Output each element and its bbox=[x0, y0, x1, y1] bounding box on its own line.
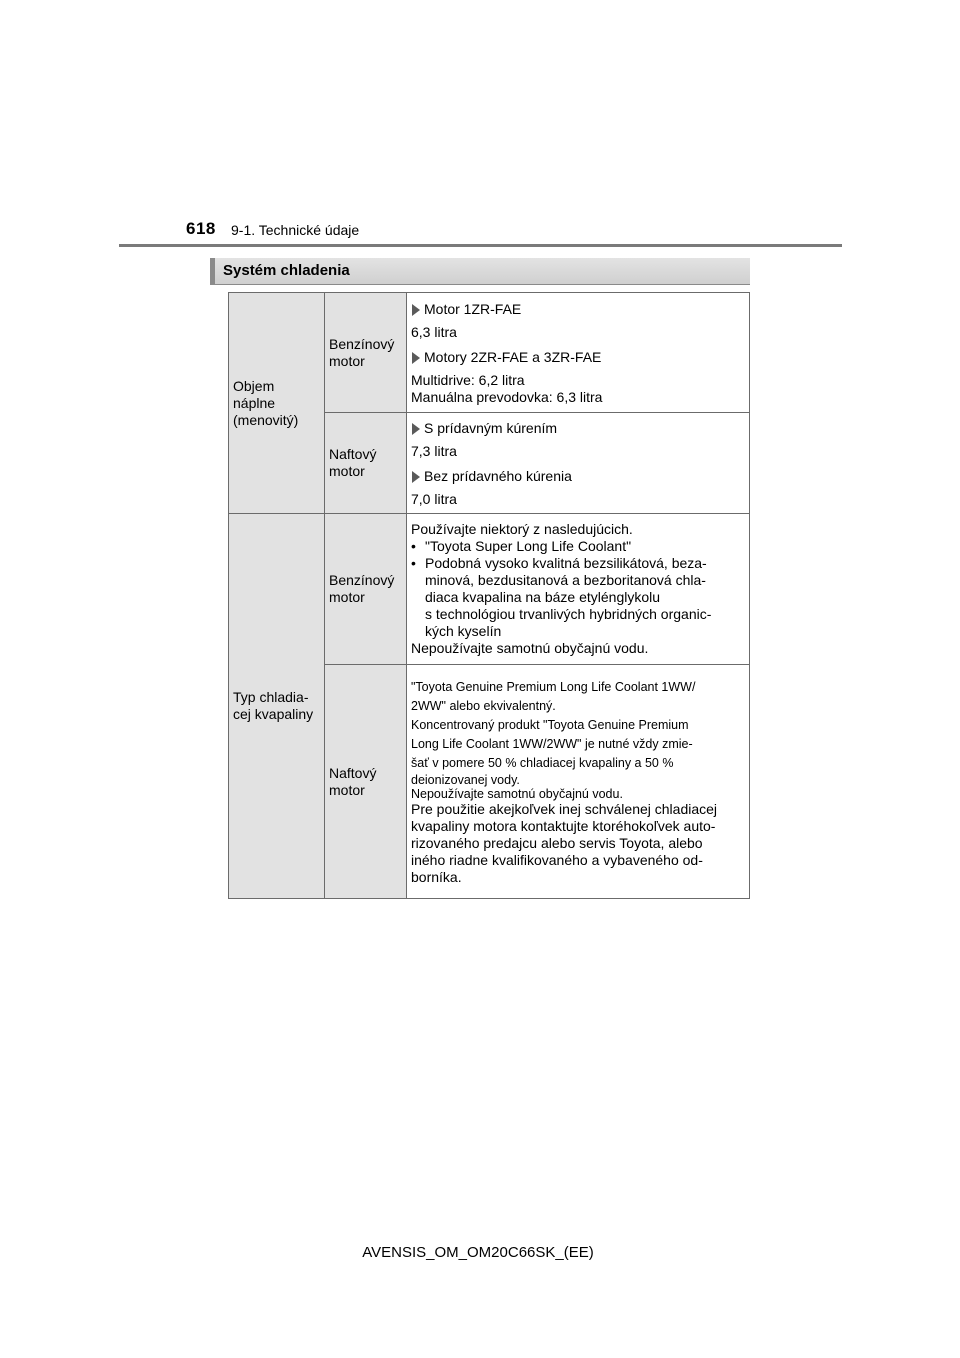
coolant-text: rizovaného predajcu alebo servis Toyota, alebo bbox=[411, 834, 703, 851]
section-heading-bar bbox=[210, 258, 750, 285]
list-item bbox=[411, 349, 745, 366]
list-item bbox=[411, 555, 745, 640]
capacity-value: 6,3 litra bbox=[411, 324, 457, 340]
diesel-engine-label-cell bbox=[325, 665, 407, 899]
coolant-note: Nepoužívajte samotnú obyčajnú vodu. bbox=[411, 640, 649, 656]
coolant-note: Nepoužívajte samotnú obyčajnú vodu. bbox=[411, 786, 623, 801]
coolant-type-label-cell bbox=[229, 514, 325, 899]
diesel-coolant-values bbox=[407, 665, 750, 899]
list-item bbox=[411, 538, 745, 555]
section-title: Systém chladenia bbox=[223, 262, 350, 279]
capacity-value: 7,3 litra bbox=[411, 443, 457, 459]
capacity-label-line: (menovitý) bbox=[233, 411, 299, 428]
coolant-text: deionizovanej vody. bbox=[411, 772, 520, 787]
coolant-text: Koncentrovaný produkt "Toyota Genuine Premium bbox=[411, 717, 689, 732]
bullet-text: s technológiou trvanlivých hybridných organic- bbox=[425, 606, 712, 622]
engine-label-line: motor bbox=[329, 352, 365, 369]
cooling-system-table bbox=[228, 292, 750, 899]
coolant-text: Pre použitie akejkoľvek inej schválenej chladiacej bbox=[411, 800, 718, 817]
triangle-right-icon bbox=[412, 471, 420, 483]
capacity-label-cell bbox=[229, 293, 325, 514]
petrol-engine-label-cell bbox=[325, 293, 407, 413]
bullet-icon: • bbox=[411, 555, 416, 571]
triangle-right-icon bbox=[412, 304, 420, 316]
capacity-label-line: náplne bbox=[233, 394, 276, 411]
capacity-value: Multidrive: 6,2 litra bbox=[411, 372, 525, 388]
coolant-text: šať v pomere 50 % chladiacej kvapaliny a 50 % bbox=[411, 755, 674, 770]
bullet-text: "Toyota Super Long Life Coolant" bbox=[425, 538, 632, 554]
petrol-capacity-values bbox=[407, 293, 750, 413]
footer-doc-code bbox=[0, 1244, 960, 1261]
triangle-right-icon bbox=[412, 352, 420, 364]
coolant-label-line: Typ chladia- bbox=[233, 689, 309, 705]
item-heading: Bez prídavného kúrenia bbox=[424, 468, 572, 484]
engine-label-line: motor bbox=[329, 463, 365, 479]
item-heading: Motor 1ZR-FAE bbox=[424, 301, 522, 317]
engine-label-line: motor bbox=[329, 589, 365, 605]
petrol-engine-label-cell bbox=[325, 514, 407, 665]
engine-label-line: Naftový bbox=[329, 446, 377, 462]
capacity-label-line: Objem bbox=[233, 377, 275, 394]
table-row bbox=[229, 514, 750, 665]
item-heading: Motory 2ZR-FAE a 3ZR-FAE bbox=[424, 349, 602, 365]
bullet-icon: • bbox=[411, 538, 416, 554]
doc-code: AVENSIS_OM_OM20C66SK_(EE) bbox=[362, 1244, 594, 1261]
petrol-coolant-values bbox=[407, 514, 750, 665]
coolant-intro: Používajte niektorý z nasledujúcich. bbox=[411, 521, 633, 537]
list-item bbox=[411, 468, 745, 485]
page-number: 618 bbox=[186, 219, 216, 238]
coolant-text: "Toyota Genuine Premium Long Life Coolant 1WW/ bbox=[411, 679, 696, 694]
chapter-title: 9-1. Technické údaje bbox=[231, 222, 360, 238]
engine-label-line: Benzínový bbox=[329, 335, 395, 352]
coolant-text: kvapaliny motora kontaktujte ktoréhokoľvek auto- bbox=[411, 817, 716, 834]
coolant-label-line: cej kvapaliny bbox=[233, 706, 314, 722]
list-item bbox=[411, 301, 745, 318]
coolant-text: 2WW" alebo ekvivalentný. bbox=[411, 698, 556, 713]
coolant-text: iného riadne kvalifikovaného a vybaveného od- bbox=[411, 851, 703, 868]
item-heading: S prídavným kúrením bbox=[424, 420, 558, 436]
bullet-text: kých kyselín bbox=[425, 623, 502, 639]
engine-label-line: Naftový bbox=[329, 764, 377, 781]
coolant-text: borníka. bbox=[411, 868, 462, 885]
triangle-right-icon bbox=[412, 423, 420, 435]
capacity-value: Manuálna prevodovka: 6,3 litra bbox=[411, 389, 603, 405]
diesel-capacity-values bbox=[407, 413, 750, 514]
bullet-text: diaca kvapalina na báze etylénglykolu bbox=[425, 589, 661, 605]
engine-label-line: Benzínový bbox=[329, 572, 395, 588]
bullet-text: Podobná vysoko kvalitná bezsilikátová, beza- bbox=[425, 555, 707, 571]
engine-label-line: motor bbox=[329, 781, 365, 798]
bullet-text: minová, bezdusitanová a bezboritanová chla- bbox=[425, 572, 706, 588]
table-row bbox=[229, 293, 750, 413]
section-accent bbox=[210, 258, 215, 284]
diesel-engine-label-cell bbox=[325, 413, 407, 514]
coolant-text: Long Life Coolant 1WW/2WW" je nutné vždy zmie- bbox=[411, 736, 693, 751]
list-item bbox=[411, 420, 745, 437]
capacity-value: 7,0 litra bbox=[411, 491, 457, 507]
header-divider bbox=[119, 244, 842, 247]
